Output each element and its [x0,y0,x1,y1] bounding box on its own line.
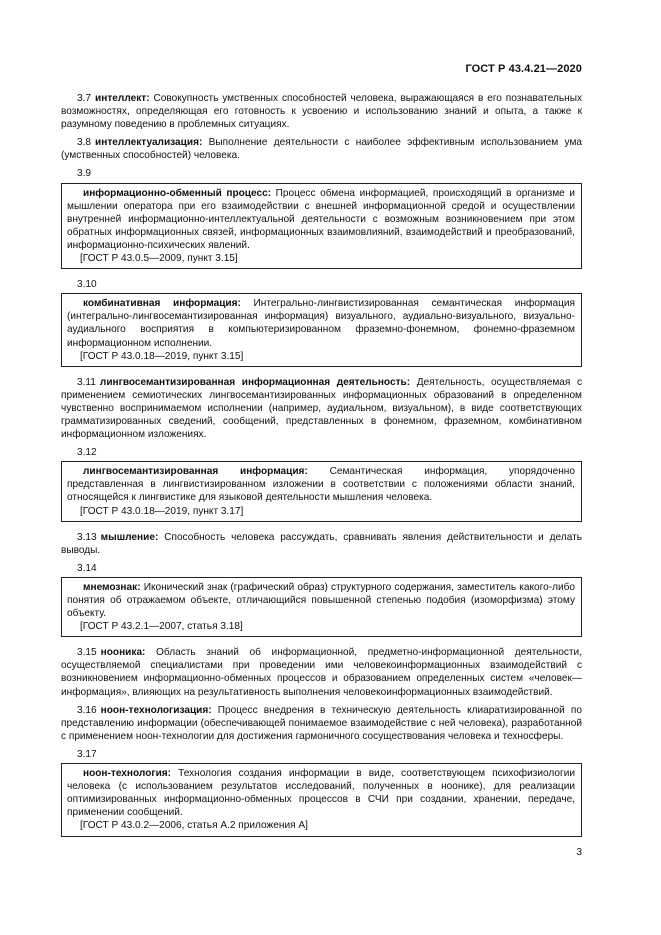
definition-3-17 [67,767,575,819]
definition-3-16 [61,704,582,743]
definition-3-7 [61,92,582,131]
source-reference: [ГОСТ Р 43.0.5—2009, пункт 3.15] [80,253,238,265]
entry-term: лингвосемантизированная информационная деятельность: [99,376,411,388]
entry-text: Технология создания информации в виде, соответствующем психофизиологии человека (с использованием результатов исследований, полученных в ноонике), для реализации оптимизированных информационно-обменных процессов в СЧИ при создании, хранении, передаче, применении сообщений. [67,768,575,819]
source-reference: [ГОСТ Р 43.2.1—2007, статья 3.18] [80,621,243,633]
entry-text: Иконический знак (графический образ) структурного содержания, заместитель какого-либо понятия об отражаемом объекте, отличающийся повышенной степенью подобия (изоморфизма) этому объекту. [67,581,575,620]
definition-3-12 [67,465,575,504]
entry-text: Процесс обмена информацией, происходящий в организме и мышлении оператора при его взаимодействии с внешней информационной средой и осуществлении внутренней информационно-интеллектуальной деятельности с возможным возникновением при этом обратных информационных связей, информационных взаимовлияний, взаимодействий и преобразований, информационно-психических явлений. [67,187,575,251]
definition-3-10 [67,297,575,349]
entry-term: нооника: [100,647,146,659]
document-id-header: ГОСТ Р 43.4.21—2020 [465,63,582,75]
entry-term: комбинативная информация: [83,298,241,310]
entry-text: Деятельность, осуществляемая с применением семиотических лингвосемантизированных информационных образований в определенном чувственно воспринимаемом исполнении (например, аудиальном, визуальном), в виде соответствующих грамматизированных сведений, сообщений, представленных в фонемном, фраземном, комбинативном информационном изложениях. [61,376,582,441]
entry-text: Совокупность умственных способностей человека, выражающаяся в его познавательных возможностях, определяющая его готовность к усвоению и использованию знаний и опыта, а также к разумному поведению в проблемных ситуациях. [61,93,582,131]
entry-text: Способность человека рассуждать, сравнивать явления действительности и делать выводы. [61,531,582,556]
entry-term: лингвосемантизированная информация: [83,466,308,478]
source-reference: [ГОСТ Р 43.0.18—2019, пункт 3.17] [80,505,244,517]
entry-number-3-17: 3.17 [77,748,97,760]
definition-box-3-9 [61,183,582,270]
entry-number: 3.7 [77,93,92,104]
entry-text: Интегрально-лингвистизированная семантическая информация (интегрально-лингвосемантизированная информация) визуального, аудиально-визуального, визуально-аудиального восприятия в компьютеризированном фраземно-фонемном, фонемно-фраземном информационном исполнении. [67,298,575,349]
entry-text: Процесс внедрения в техническую деятельность клиаратизированной по представлению информации (обеспечивающей понимаемое взаимодействие с ней человека), разработанной с применением ноон-технологии для достижения гармоничного сосуществования человека и техносферы. [61,704,582,742]
definition-box-3-12 [61,461,582,521]
definition-3-9 [67,187,575,252]
definition-3-11 [61,376,582,441]
entry-number: 3.11 [77,376,96,388]
definition-3-13 [61,531,582,557]
entry-term: информационно-обменный процесс: [83,187,272,199]
entry-number: 3.16 [77,704,97,716]
entry-term: мнемознак: [83,581,141,593]
definition-box-3-14 [61,577,582,637]
definition-3-8 [61,136,582,162]
entry-number-3-10: 3.10 [77,279,97,291]
definitions-section [61,92,582,846]
entry-number-3-12: 3.12 [77,447,97,459]
page-number: 3 [576,847,582,858]
entry-term: интеллект: [95,93,150,104]
entry-text: Выполнение деятельности с наиболее эффективным использованием ума (умственных способностей) человека. [61,137,582,162]
definition-3-15 [61,646,582,698]
entry-number: 3.8 [77,137,92,149]
definition-3-14 [67,581,575,620]
definition-box-3-10 [61,293,582,366]
entry-text: Семантическая информация, упорядоченно представленная в лингвистизированном изложении в соответствии с положениями области знаний, относящейся к лингвистике для языковой деятельности мышления человека. [67,466,575,504]
definition-box-3-17 [61,763,582,836]
source-reference: [ГОСТ Р 43.0.2—2006, статья А.2 приложения А] [80,820,308,832]
entry-number-3-9: 3.9 [77,168,92,180]
entry-number-3-14: 3.14 [77,562,97,574]
entry-term: мышление: [100,531,159,543]
entry-term: ноон-технологизация: [100,704,212,716]
source-reference: [ГОСТ Р 43.0.18—2019, пункт 3.15] [80,350,244,362]
entry-number: 3.13 [77,531,97,543]
entry-term: интеллектуализация: [95,137,203,149]
entry-number: 3.15 [77,647,97,659]
entry-text: Область знаний об информационной, предметно-информационной деятельности, осуществляемой специалистами при проведении ими человекоинформационных взаимодействий с возникновением информационно-обменных процессов и образованием определенных систем «человек—информация», влияющих на результативность выполнения человекоинформационных взаимодействий. [61,647,583,698]
entry-term: ноон-технология: [83,768,172,780]
